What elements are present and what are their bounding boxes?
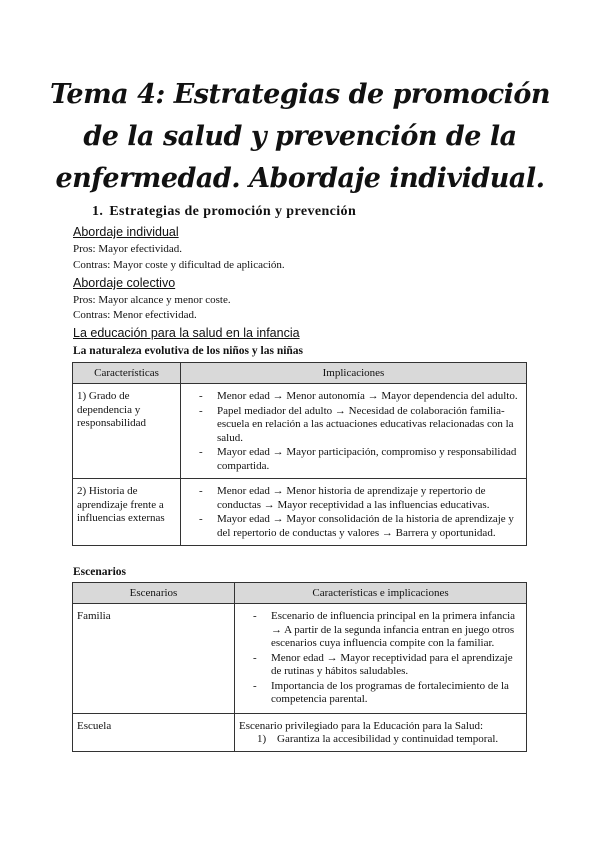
table-header-cell: Implicaciones [181,363,527,384]
section-number: 1. [92,204,104,219]
list-item: - Menor edad → Menor autonomía → Mayor dependencia del adulto. [217,390,522,404]
list-item: - Escenario de influencia principal en la primera infancia → A partir de la segunda infancia entran en juego otros escenarios cuya influencia compite con la familiar. [271,610,522,651]
row-caracteristicas [235,604,527,714]
section-heading [92,204,356,220]
item-number: 1) [257,733,267,745]
individual-contras: Contras: Mayor coste y dificultad de aplicación. [73,259,285,271]
colectivo-heading: Abordaje colectivo [73,276,176,290]
row-label: 2) Historia de aprendizaje frente a influencias externas [73,479,181,546]
infancia-heading: La educación para la salud en la infancia [73,326,300,340]
row-label: Escuela [73,713,235,751]
escenarios-label: Escenarios [73,566,127,578]
table-header-cell: Características e implicaciones [235,583,527,604]
list-item: - Menor edad → Menor historia de aprendizaje y repertorio de conductas → Mayor receptividad a las influencias educativas. [217,485,522,512]
table-header-row [73,363,527,384]
row-implicaciones [181,479,527,546]
list-item: - Menor edad → Mayor receptividad para el aprendizaje de rutinas y hábitos saludables. [271,652,522,679]
page-title: Tema 4: Estrategias de promoción de la salud y prevención de la enfermedad. Abordaje individual. [49,79,551,194]
table-row [73,604,527,714]
colectivo-pros: Pros: Mayor alcance y menor coste. [73,294,231,306]
row-label: 1) Grado de dependencia y responsabilidad [73,384,181,479]
table-row [73,713,527,751]
list-item: - Importancia de los programas de fortalecimiento de la competencia parental. [271,680,522,707]
escenarios-table [72,582,527,752]
table-row [73,384,527,479]
item-text: Garantiza la accesibilidad y continuidad temporal. [277,733,499,745]
row-label: Familia [73,604,235,714]
section-title: Estrategias de promoción y prevención [109,204,357,219]
colectivo-contras: Contras: Menor efectividad. [73,309,197,321]
list-item: - Mayor edad → Mayor participación, compromiso y responsabilidad compartida. [217,446,522,473]
table-row [73,479,527,546]
escuela-intro: Escenario privilegiado para la Educación para la Salud: [239,719,484,732]
table-header-cell: Escenarios [73,583,235,604]
naturaleza-label: La naturaleza evolutiva de los niños y las niñas [73,345,304,357]
individual-pros: Pros: Mayor efectividad. [73,243,183,255]
individual-heading: Abordaje individual [73,225,179,239]
naturaleza-table [72,362,527,546]
list-item: - Papel mediador del adulto → Necesidad de colaboración familia-escuela en relación a las actuaciones educativas relacionadas con la salud. [217,405,522,446]
list-item: - Mayor edad → Mayor consolidación de la historia de aprendizaje y del repertorio de conductas y valores → Barrera y oportunidad. [217,513,522,540]
table-header-cell: Características [73,363,181,384]
row-caracteristicas [235,713,527,751]
row-implicaciones [181,384,527,479]
list-item [257,733,522,747]
table-header-row [73,583,527,604]
